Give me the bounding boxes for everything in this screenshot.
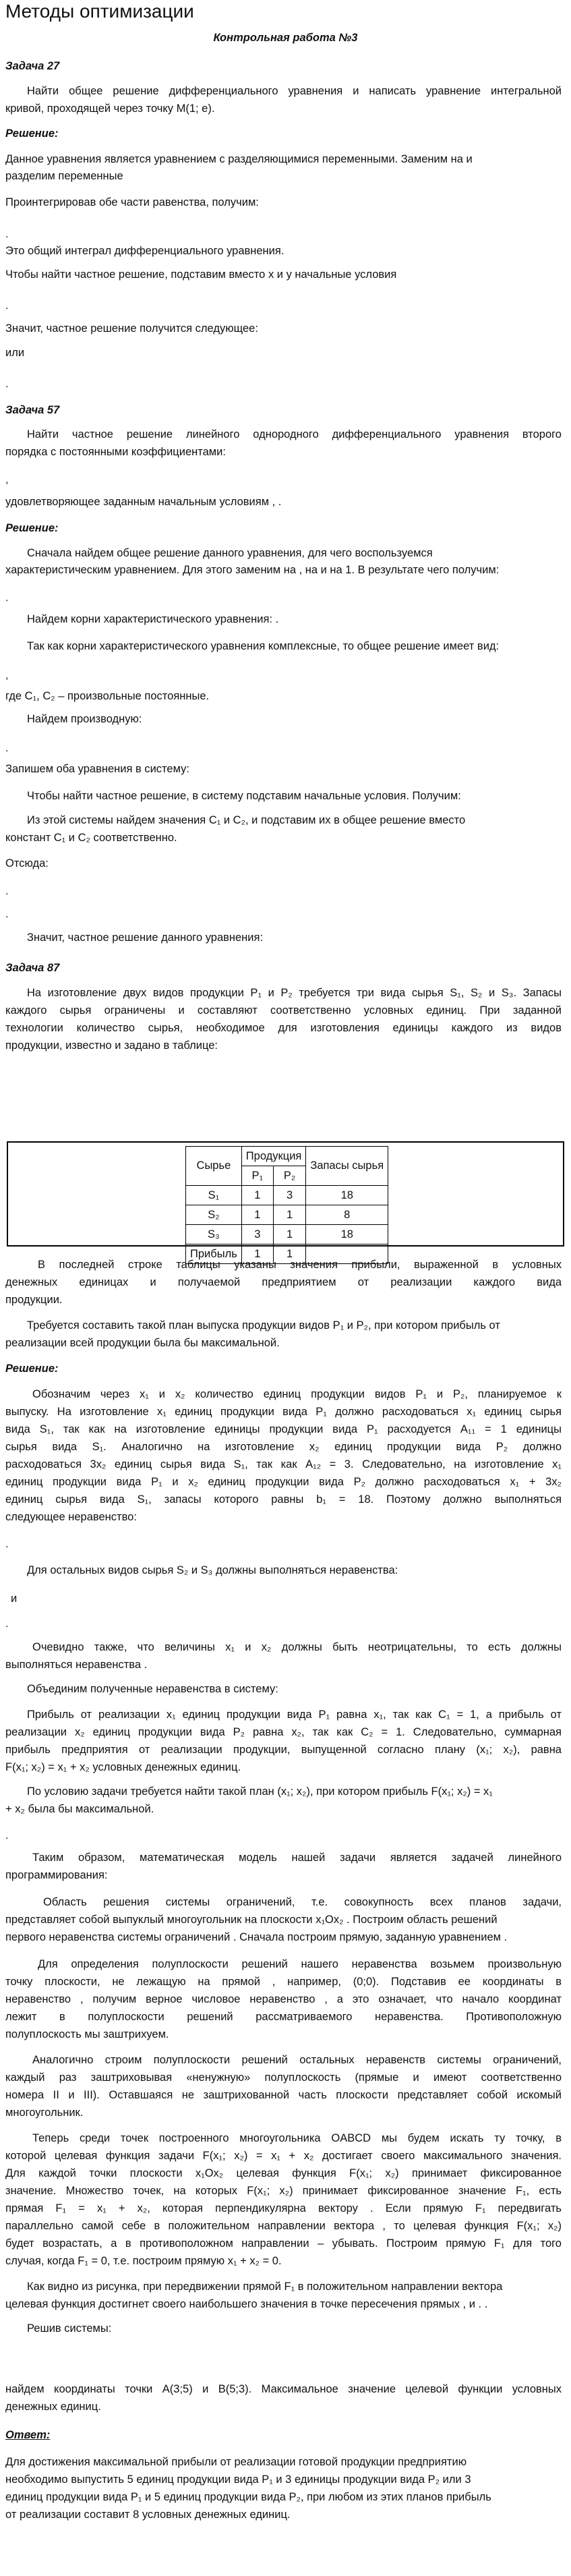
task-87-solution-line: Область решения системы ограничений, т.е. совокупность всех планов задачи, [43,1896,562,1908]
task-27-line: . [5,229,9,240]
task-57-line: Так как корни характеристического уравнения комплексные, то общее решение имеет вид: [27,640,500,652]
task-57-line: где C₁, C₂ – произвольные постоянные. [5,690,210,702]
task-87-solution-line: Прибыль от реализации x₁ единиц продукции вида P₁ равна x₁, так как C₁ = 1, а прибыль от [27,1709,562,1721]
task-57-line: Найдем производную: [27,713,142,725]
task-27-line: или [5,347,25,359]
task-87-solution-line: денежных единиц. [5,2401,101,2413]
task-87-solution-line: выпуску. На изготовление x₁ единиц продукции вида P₁ должно расходоваться x₁ единиц сырья [5,1406,562,1418]
task-87-solution-line: прямая F₁ = x₁ + x₂, которая перпендикулярна вектору . Если прямую F₁ передвигать [5,2202,562,2214]
task-87-solution-line: Как видно из рисунка, при передвижении прямой F₁ в положительном направлении вектора [27,2281,503,2293]
task-57-line: Отсюда: [5,857,49,869]
task-87-solution-line: первого неравенства системы ограничений . Сначала построим прямую, заданную уравнением . [5,1931,508,1943]
page-subtitle: Контрольная работа №3 [213,32,358,44]
cell-stock: 8 [306,1205,388,1225]
task-87-solution-line: лежит в полуплоскости решений рассматриваемого неравенства. Противоположную [5,2011,562,2023]
task-87-solution-line: полуплоскость мы заштрихуем. [5,2028,169,2040]
task-27-line: Проинтегрировав обе части равенства, получим: [5,196,259,208]
task-57-line: характеристическим уравнением. Для этого заменим на , на и на 1. В результате чего получим: [5,564,500,576]
task-87-solution-line: Таким образом, математическая модель нашей задачи является задачей линейного [32,1852,562,1864]
task-27-line: Значит, частное решение получится следующее: [5,322,258,335]
task-87-solution-line: многоугольник. [5,2107,84,2119]
task-27-line: Данное уравнения является уравнением с разделяющимися переменными. Заменим на и [5,153,473,165]
table-row [186,1225,388,1244]
task-27-statement-line: кривой, проходящей через точку M(1; e). [5,103,215,115]
subheader-cell: P₂ [273,1166,305,1186]
task-57-heading: Задача 57 [5,404,60,416]
task-87-solution-line: точку плоскости, не лежащую на прямой , например, (0;0). Подставив ее координаты в [5,1976,562,1988]
table-row [186,1205,388,1225]
task-87-solution-line: значение. Множество точек, на которых F(x₁; x₂) принимает фиксированное значение F₁, есть [5,2185,562,2197]
cell-stock: 18 [306,1225,388,1244]
task-87-solution-line: найдем координаты точки A(3;5) и B(5;3). Максимальное значение целевой функции условных [5,2383,562,2395]
row-name: S₁ [186,1186,242,1205]
row-name: S₂ [186,1205,242,1225]
task-87-solution-line: сырья вида S₁. Аналогично на изготовление x₂ единиц продукции вида P₂ должно [5,1441,562,1453]
task-87-solution-line: целевая функция достигнет своего наибольшего значения в точке пересечения прямых , и . . [5,2298,488,2310]
task-87-solution-line: . [5,1618,9,1630]
task-87-statement-line: технологии количество сырья, необходимое для изготовления единицы каждого из видов [5,1022,562,1034]
task-57-line: Из этой системы найдем значения C₁ и C₂, и подставим их в общее решение вместо [27,814,466,826]
task-57-line: . [5,592,9,604]
table-header-row [186,1147,388,1166]
cell-stock: 18 [306,1186,388,1205]
task-87-solution-line: . [5,1830,9,1841]
task-87-solution-line: каждый раз заштриховывая «ненужную» полуплоскость (прямые и имеют соответственно [5,2071,562,2084]
task-87-solution-line: случая, когда F₁ = 0, т.е. построим прямую x₁ + x₂ = 0. [5,2255,282,2267]
answer-label: Ответ: [5,2429,51,2441]
task-87-statement-line: продукции, известно и задано в таблице: [5,1039,218,1052]
task-87-solution-line: Очевидно также, что величины x₁ и x₂ должны быть неотрицательны, то есть должны [32,1641,562,1653]
task-87-solution-line: следующее неравенство: [5,1511,137,1523]
task-87-line: Требуется составить такой план выпуска продукции видов P₁ и P₂, при котором прибыль от [27,1319,500,1332]
task-87-solution-line: прибыль предприятия от реализации продукции, выпущенной согласно плану (x₁; x₂), равна [5,1744,562,1756]
page-title: Методы оптимизации [5,1,194,22]
task-87-solution-line: Решив системы: [27,2322,112,2335]
task-27-solution-label: Решение: [5,127,59,140]
task-87-solution-line: которой целевая функция задачи F(x₁; x₂) = x₁ + x₂ достигает своего максимального значения. [5,2150,562,2162]
task-87-solution-line: По условию задачи требуется найти такой план (x₁; x₂), при котором прибыль F(x₁; x₂) = x₁ [27,1785,493,1798]
cell-p1: 1 [241,1244,273,1264]
task-87-solution-line: Аналогично строим полуплоскости решений остальных неравенств системы ограничений, [32,2054,562,2066]
answer-line: единиц продукции вида P₁ и 5 единиц продукции вида P₂, при любом из этих планов прибыль [5,2491,491,2503]
task-57-line: Чтобы найти частное решение, в систему подставим начальные условия. Получим: [27,790,461,802]
task-57-line: . [5,743,9,754]
header-cell: Продукция [241,1147,306,1166]
task-57-solution-label: Решение: [5,522,59,534]
task-87-solution-line: вида S₁, так как на изготовление единицы продукции вида P₁ расходуется A₁₁ = 1 единицы [5,1423,562,1435]
task-57-statement-line: порядка с постоянными коэффициентами: [5,446,226,458]
subheader-cell: P₁ [241,1166,273,1186]
answer-line: необходимо выпустить 5 единиц продукции вида P₁ и 3 единицы продукции вида P₂ или 3 [5,2473,471,2486]
task-87-solution-line: Теперь среди точек построенного многоугольника OABCD мы будем искать ту точку, в [32,2132,562,2144]
task-87-solution-line: параллельно самой себе в положительном направлении вектора , то целевая функция F(x₁; x₂) [5,2220,562,2232]
task-87-solution-line: выполняться неравенства . [5,1659,148,1671]
table-row [186,1186,388,1205]
header-cell: Сырье [186,1147,242,1186]
task-57-line: Запишем оба уравнения в систему: [5,763,189,775]
task-87-solution-line: программирования: [5,1869,108,1881]
answer-line: Для достижения максимальной прибыли от реализации готовой продукции предприятию [5,2456,467,2468]
task-87-line: В последней строке таблицы указаны значения прибыли, выраженной в условных [38,1259,562,1271]
task-87-solution-line: Для остальных видов сырья S₂ и S₃ должны выполняться неравенства: [27,1564,398,1576]
task-87-solution-line: + x₂ была бы максимальной. [5,1803,154,1815]
task-87-statement-line: каждого сырья ограничены и составляют соответственно условных единиц. При заданной [5,1004,562,1017]
task-87-solution-line: будет возрастать, а в противоположном направлении – убывать. Построим прямую F₁ для того [5,2237,562,2250]
task-87-solution-line: расходоваться 3x₂ единиц сырья вида S₁, так как A₁₂ = 3. Следовательно, на изготовление x₁ [5,1458,562,1470]
cell-p2: 1 [273,1205,305,1225]
answer-line: от реализации составит 8 условных денежных единиц. [5,2509,291,2521]
task-87-line: продукции. [5,1294,63,1306]
task-87-solution-line: номера II и III). Оставшаяся не заштрихованной часть плоскости представляет собой искомый [5,2089,562,2101]
task-87-solution-line: Обозначим через x₁ и x₂ количество единиц продукции видов P₁ и P₂, планируемое к [32,1388,562,1400]
task-27-statement-line: Найти общее решение дифференциального уравнения и написать уравнение интегральной [27,85,562,97]
task-87-solution-line: неравенство , получим верное числовое неравенство , а это означает, что начало координат [5,1993,562,2005]
cell-p2: 1 [273,1225,305,1244]
task-27-line: разделим переменные [5,170,123,182]
cell-p2: 3 [273,1186,305,1205]
task-57-line: , [5,670,9,681]
task-87-heading: Задача 87 [5,962,60,974]
task-57-statement-line: Найти частное решение линейного однородного дифференциального уравнения второго [27,428,562,440]
cell-p1: 3 [241,1225,273,1244]
task-87-solution-line: и [11,1593,18,1605]
task-87-solution-line: F(x₁; x₂) = x₁ + x₂ условных денежных единиц. [5,1761,241,1773]
row-name: S₃ [186,1225,242,1244]
task-87-solution-line: . [5,1539,9,1550]
task-87-solution-line: единиц сырья вида S₁, запасы которого равны b₁ = 18. Поэтому должно выполняться [5,1493,562,1506]
task-87-line: реализации всей продукции была бы максимальной. [5,1337,280,1349]
task-57-line: Значит, частное решение данного уравнения: [27,932,264,944]
task-87-statement-line: На изготовление двух видов продукции P₁ и P₂ требуется три вида сырья S₁, S₂ и S₃. Запасы [27,987,562,999]
task-87-solution-label: Решение: [5,1363,59,1375]
cell-p1: 1 [241,1205,273,1225]
task-57-line: . [5,909,9,920]
resource-table [185,1146,388,1264]
task-57-statement-line: удовлетворяющее заданным начальным условиям , . [5,496,282,508]
task-87-solution-line: единиц продукции вида P₁ и x₂ единиц продукции вида P₂ должно расходоваться x₁ + 3x₂ [5,1476,562,1488]
task-57-line: Сначала найдем общее решение данного уравнения, для чего воспользуемся [27,547,433,559]
task-57-line: констант C₁ и C₂ соответственно. [5,832,177,844]
cell-p2: 1 [273,1244,305,1264]
task-87-solution-line: Для каждой точки плоскости x₁Ox₂ целевая функция F(x₁; x₂) принимает фиксированное [5,2167,562,2179]
task-87-solution-line: представляет собой выпуклый многоугольник на плоскости x₁Ox₂ . Построим область решений [5,1914,498,1926]
cell-p1: 1 [241,1186,273,1205]
task-27-line: Чтобы найти частное решение, подставим вместо x и y начальные условия [5,268,397,281]
task-87-solution-line: реализации x₂ единиц продукции вида P₂ равна x₂, так как C₂ = 1. Следовательно, суммарная [5,1726,562,1738]
task-57-line: . [5,886,9,897]
task-27-line: . [5,300,9,312]
task-57-line: Найдем корни характеристического уравнения: . [27,613,279,625]
task-87-line: денежных единицах и получаемой предприятием от реализации каждого вида [5,1276,562,1288]
header-cell: Запасы сырья [306,1147,388,1186]
task-57-statement-line: , [5,474,9,486]
task-27-line: Это общий интеграл дифференциального уравнения. [5,245,284,257]
task-27-heading: Задача 27 [5,60,60,72]
task-27-line: . [5,378,9,390]
row-name: Прибыль [186,1244,242,1264]
task-87-solution-line: Для определения полуплоскости решений нашего неравенства возьмем произвольную [38,1958,562,1970]
task-87-solution-line: Объединим полученные неравенства в систему: [27,1683,278,1695]
